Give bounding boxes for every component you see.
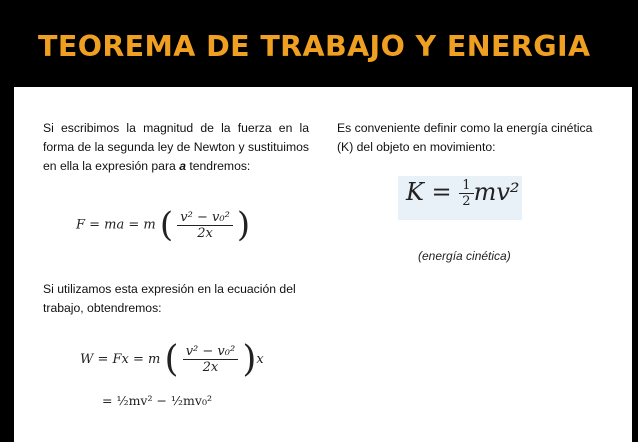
equation-work-result: = ½mv² − ½mv₀² [102, 393, 212, 408]
slide-content [14, 87, 632, 442]
equation-work: W = Fx = m ( $\frac{\text{v² − v₀²}}{2x}$ )x [80, 339, 264, 380]
paragraph-newton: Si escribimos la magnitud de la fuerza en la forma de la segunda ley de Newton y sustituimos en ella la expresión para a tendremos: [43, 121, 309, 173]
variable-a: a [179, 159, 186, 173]
slide-title: TEOREMA DE TRABAJO Y ENERGIA [38, 30, 591, 63]
fraction-velocity-work: $\frac{\text{v² − v₀²}}{2x}$ [183, 344, 238, 375]
caption-kinetic-energy: (energía cinética) [418, 249, 511, 263]
fraction-velocity: $\frac{\text{v² − v₀²}}{2x}$ [177, 210, 232, 241]
equation-kinetic: K = $\frac{1}{2}$ mv² [406, 178, 520, 209]
slide-header [0, 0, 638, 87]
paragraph-kinetic: Es conveniente definir como la energía cinética (K) del objeto en movimiento: [337, 121, 593, 154]
paragraph-work: Si utilizamos esta expresión en la ecuación del trabajo, obtendremos: [43, 282, 296, 315]
fraction-half: $\frac{1}{2}$ [459, 178, 473, 209]
equation-force: F = ma = m ( $\frac{\text{v² − v₀²}}{2x}$ ) [76, 205, 251, 245]
